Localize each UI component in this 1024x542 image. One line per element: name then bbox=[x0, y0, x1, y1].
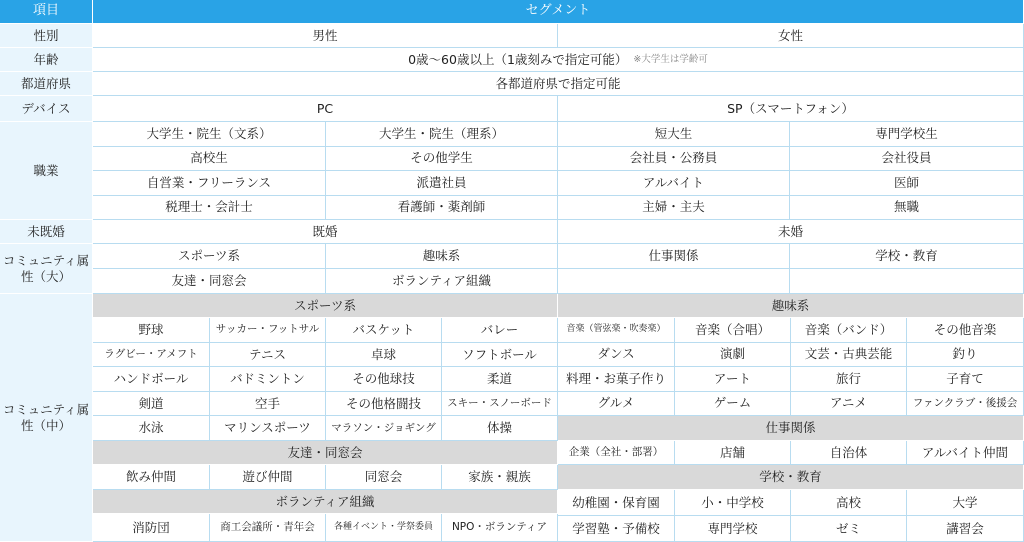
sports-cell: スキー・スノーボード bbox=[442, 392, 558, 417]
marital-married: 既婚 bbox=[93, 220, 558, 244]
gender-male: 男性 bbox=[93, 24, 558, 48]
school-cell: 幼稚園・保育園 bbox=[558, 490, 675, 516]
sports-cell: その他格闘技 bbox=[326, 392, 442, 417]
community-large-cell bbox=[558, 269, 790, 294]
row-label-gender: 性別 bbox=[0, 24, 93, 48]
work-title: 仕事関係 bbox=[558, 416, 1024, 441]
gender-female: 女性 bbox=[558, 24, 1024, 48]
friends-title: 友達・同窓会 bbox=[93, 441, 558, 465]
community-large-cell bbox=[790, 269, 1024, 294]
device-pc: PC bbox=[93, 96, 558, 122]
hobby-cell: 文芸・古典芸能 bbox=[791, 343, 907, 368]
work-cell: 企業（全社・部署） bbox=[558, 441, 675, 465]
occupation-cell: 医師 bbox=[790, 171, 1024, 196]
hobby-cell: 音楽（バンド） bbox=[791, 318, 907, 343]
hobby-cell: アート bbox=[675, 367, 791, 392]
hobby-cell: ゲーム bbox=[675, 392, 791, 417]
community-mid-label: コミュニティ属性（中） bbox=[2, 401, 90, 433]
school-title: 学校・教育 bbox=[558, 465, 1024, 490]
occupation-cell: 自営業・フリーランス bbox=[93, 171, 326, 196]
sports-cell: 野球 bbox=[93, 318, 210, 343]
hobby-title: 趣味系 bbox=[558, 294, 1024, 318]
occupation-cell: その他学生 bbox=[326, 147, 558, 172]
friends-cell: 遊び仲間 bbox=[210, 465, 326, 490]
school-cell: 学習塾・予備校 bbox=[558, 516, 675, 542]
community-large-cell: 学校・教育 bbox=[790, 244, 1024, 269]
sports-cell: 卓球 bbox=[326, 343, 442, 368]
age-note: ※大学生は学齢可 bbox=[633, 53, 708, 65]
sports-cell: ラグビー・アメフト bbox=[93, 343, 210, 368]
row-label-prefecture: 都道府県 bbox=[0, 72, 93, 96]
hobby-cell: 音楽（管弦楽・吹奏楽） bbox=[558, 318, 675, 343]
hobby-cell: ファンクラブ・後援会 bbox=[907, 392, 1024, 417]
sports-cell: 水泳 bbox=[93, 416, 210, 441]
community-large-label: コミュニティ属性（大） bbox=[2, 252, 90, 284]
hobby-cell: 料理・お菓子作り bbox=[558, 367, 675, 392]
occupation-cell: 高校生 bbox=[93, 147, 326, 172]
school-cell: 小・中学校 bbox=[675, 490, 791, 516]
age-value: 0歳〜60歳以上（1歳刻みで指定可能） bbox=[408, 51, 628, 67]
occupation-cell: 大学生・院生（理系） bbox=[326, 122, 558, 147]
hobby-cell: ダンス bbox=[558, 343, 675, 368]
hobby-cell: 子育て bbox=[907, 367, 1024, 392]
device-sp: SP（スマートフォン） bbox=[558, 96, 1024, 122]
work-cell: 自治体 bbox=[791, 441, 907, 465]
occupation-cell: 主婦・主夫 bbox=[558, 196, 790, 221]
occupation-cell: 派遣社員 bbox=[326, 171, 558, 196]
friends-cell: 家族・親族 bbox=[442, 465, 558, 490]
header-item: 項目 bbox=[0, 0, 93, 24]
header-segment: セグメント bbox=[93, 0, 1024, 24]
community-large-cell: ボランティア組織 bbox=[326, 269, 558, 294]
school-cell: 専門学校 bbox=[675, 516, 791, 542]
community-large-cell: 友達・同窓会 bbox=[93, 269, 326, 294]
sports-cell: 柔道 bbox=[442, 367, 558, 392]
row-label-age: 年齢 bbox=[0, 48, 93, 72]
sports-cell: バスケット bbox=[326, 318, 442, 343]
occupation-cell: 専門学校生 bbox=[790, 122, 1024, 147]
hobby-cell: 演劇 bbox=[675, 343, 791, 368]
hobby-cell: グルメ bbox=[558, 392, 675, 417]
sports-cell: バドミントン bbox=[210, 367, 326, 392]
prefecture-value: 各都道府県で指定可能 bbox=[93, 72, 1024, 96]
work-cell: 店舗 bbox=[675, 441, 791, 465]
volunteer-title: ボランティア組織 bbox=[93, 490, 558, 514]
work-cell: アルバイト仲間 bbox=[907, 441, 1024, 465]
sports-cell: その他球技 bbox=[326, 367, 442, 392]
sports-cell: テニス bbox=[210, 343, 326, 368]
hobby-cell: その他音楽 bbox=[907, 318, 1024, 343]
sports-cell: 空手 bbox=[210, 392, 326, 417]
volunteer-cell: NPO・ボランティア bbox=[442, 514, 558, 542]
school-cell: ゼミ bbox=[791, 516, 907, 542]
occupation-cell: 会社役員 bbox=[790, 147, 1024, 172]
school-cell: 大学 bbox=[907, 490, 1024, 516]
friends-cell: 同窓会 bbox=[326, 465, 442, 490]
sports-cell: サッカー・フットサル bbox=[210, 318, 326, 343]
sports-title: スポーツ系 bbox=[93, 294, 558, 318]
occupation-cell: 大学生・院生（文系） bbox=[93, 122, 326, 147]
row-label-occupation: 職業 bbox=[0, 122, 93, 220]
sports-cell: ソフトボール bbox=[442, 343, 558, 368]
hobby-cell: 釣り bbox=[907, 343, 1024, 368]
hobby-cell: アニメ bbox=[791, 392, 907, 417]
school-cell: 高校 bbox=[791, 490, 907, 516]
row-label-marital: 未既婚 bbox=[0, 220, 93, 244]
row-label-community-large bbox=[0, 244, 93, 294]
sports-cell: 剣道 bbox=[93, 392, 210, 417]
volunteer-cell: 各種イベント・学祭委員 bbox=[326, 514, 442, 542]
occupation-cell: アルバイト bbox=[558, 171, 790, 196]
volunteer-cell: 消防団 bbox=[93, 514, 210, 542]
occupation-cell: 会社員・公務員 bbox=[558, 147, 790, 172]
school-cell: 講習会 bbox=[907, 516, 1024, 542]
occupation-cell: 看護師・薬剤師 bbox=[326, 196, 558, 221]
sports-cell: バレー bbox=[442, 318, 558, 343]
community-large-cell: 仕事関係 bbox=[558, 244, 790, 269]
community-large-cell: スポーツ系 bbox=[93, 244, 326, 269]
marital-unmarried: 未婚 bbox=[558, 220, 1024, 244]
sports-cell: ハンドボール bbox=[93, 367, 210, 392]
sports-cell: マラソン・ジョギング bbox=[326, 416, 442, 441]
sports-cell: 体操 bbox=[442, 416, 558, 441]
hobby-cell: 旅行 bbox=[791, 367, 907, 392]
community-large-cell: 趣味系 bbox=[326, 244, 558, 269]
friends-cell: 飲み仲間 bbox=[93, 465, 210, 490]
sports-cell: マリンスポーツ bbox=[210, 416, 326, 441]
occupation-cell: 無職 bbox=[790, 196, 1024, 221]
row-label-community-mid bbox=[0, 294, 93, 542]
hobby-cell: 音楽（合唱） bbox=[675, 318, 791, 343]
occupation-cell: 短大生 bbox=[558, 122, 790, 147]
age-cell bbox=[93, 48, 1024, 72]
row-label-device: デバイス bbox=[0, 96, 93, 122]
occupation-cell: 税理士・会計士 bbox=[93, 196, 326, 221]
volunteer-cell: 商工会議所・青年会 bbox=[210, 514, 326, 542]
